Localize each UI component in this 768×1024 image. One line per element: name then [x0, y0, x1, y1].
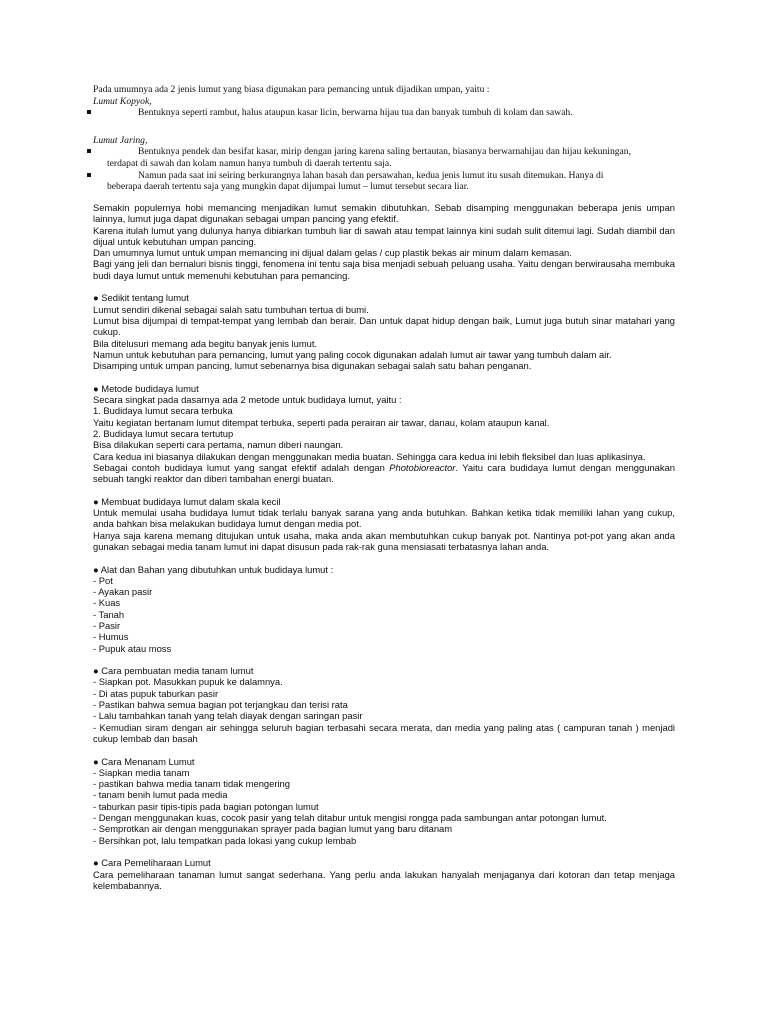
sec1-line3: Bila ditelusuri memang ada begitu banyak jenis lumut.	[93, 337, 318, 349]
sec2-line6: Cara kedua ini biasanya dilakukan dengan menggunakan media buatan. Sehingga cara kedua ini lebih fleksibel dan luas aplikasinya.	[93, 450, 646, 462]
list-item: - pastikan bahwa media tanam tidak mengering	[93, 778, 290, 790]
kopyok-bullet	[93, 107, 683, 119]
sec2-line7	[93, 462, 675, 485]
sec3-line1: Untuk memulai usaha budidaya lumut tidak terlalu banyak sarana yang anda butuhkan. Bahkan ketika tidak memiliki lahan yang cukup, anda bahkan bisa melakukan budidaya lumut dengan media pot.	[93, 507, 675, 530]
list-item: - Humus	[93, 631, 129, 643]
sec1-line4: Namun untuk kebutuhan para pemancing, lumut yang paling cocok digunakan adalah lumut air tawar yang tumbuh dalam air.	[93, 348, 612, 360]
list-item: - Dengan menggunakan kuas, cocok pasir yang telah ditabur untuk mengisi rongga pada sambungan antar potongan lumut.	[93, 812, 607, 824]
sec1-line5: Disamping untuk umpan pancing, lumut sebenarnya bisa digunakan sebagai salah satu bahan penganan.	[93, 360, 532, 372]
sec3-title: ● Membuat budidaya lumut dalam skala kecil	[93, 495, 281, 507]
jaring-desc-1b: terdapat di sawah dan kolam namun hanya tumbuh di daerah tertentu saja.	[107, 157, 392, 169]
list-item: - Pupuk atau moss	[93, 642, 172, 654]
bullet-square-icon	[87, 110, 91, 114]
list-item: - Di atas pupuk taburkan pasir	[93, 687, 219, 699]
sec2-line2: 1. Budidaya lumut secara terbuka	[93, 405, 233, 417]
jaring-title: Lumut Jaring,	[93, 134, 148, 146]
kopyok-title: Lumut Kopyok,	[93, 95, 152, 107]
list-item: - taburkan pasir tipis-tipis pada bagian potongan lumut	[93, 800, 319, 812]
sec6-title: ● Cara Menanam Lumut	[93, 755, 195, 767]
list-item: - Lalu tambahkan tanah yang telah diayak dengan saringan pasir	[93, 710, 363, 722]
bullet-square-icon	[87, 173, 91, 177]
list-item: - Pot	[93, 574, 113, 586]
kopyok-desc: Bentuknya seperti rambut, halus ataupun kasar licin, berwarna hijau tua dan banyak tumbuh di kolam dan sawah.	[138, 107, 573, 119]
photobioreactor-term: Photobioreactor	[389, 461, 456, 473]
sec2-line7-c: . Yaitu cara budidaya lumut dengan menggunakan sebuah tangki reaktor dan diberi tambahan energi buatan.	[93, 461, 675, 485]
list-item: - Pastikan bahwa semua bagian pot terjangkau dan terisi rata	[93, 699, 348, 711]
sec7-line1: Cara pemeliharaan tanaman lumut sangat sederhana. Yang perlu anda lakukan hanyalah menjaganya dari kotoran dan tetap menjaga kelembabannya.	[93, 868, 675, 891]
list-item: - Siapkan media tanam	[93, 766, 190, 778]
list-item: - Pasir	[93, 619, 121, 631]
sec1-line1: Lumut sendiri dikenal sebagai salah satu tumbuhan tertua di bumi.	[93, 303, 369, 315]
para1-line2: Karena itulah lumut yang dulunya hanya dibiarkan tumbuh liar di sawah atau tempat lainnya kini sudah sulit ditemui lagi. Sudah diambil dan dijual untuk kebutuhan umpan pancing.	[93, 224, 675, 247]
sec2-line7-a: Sebagai contoh budidaya lumut yang sangat efektif adalah dengan	[93, 461, 390, 473]
intro-block	[93, 84, 683, 193]
intro-text: Pada umumnya ada 2 jenis lumut yang biasa digunakan para pemancing untuk dijadikan umpan, yaitu :	[93, 84, 490, 95]
sec4-title: ● Alat dan Bahan yang dibutuhkan untuk budidaya lumut :	[93, 563, 334, 575]
sec2-title: ● Metode budidaya lumut	[93, 382, 199, 394]
list-item: - Semprotkan air dengan menggunakan sprayer pada bagian lumut yang baru ditanam	[93, 823, 453, 835]
list-item: - Bersihkan pot, lalu tempatkan pada lokasi yang cukup lembab	[93, 834, 357, 846]
sec3-line2: Hanya saja karena memang ditujukan untuk usaha, maka anda akan membutuhkan cukup banyak pot. Nantinya pot-pot yang akan anda gunakan sebagai media tanam lumut ini dapat disusun pada rak-rak guna mensiasati terbatasnya lahan anda.	[93, 529, 675, 552]
sec7-title: ● Cara Pemeliharaan Lumut	[93, 857, 211, 869]
list-item: - Ayakan pasir	[93, 586, 153, 598]
jaring-bullet-2	[93, 170, 683, 182]
jaring-desc-2: Namun pada saat ini seiring berkurangnya lahan basah dan persawahan, kedua jenis lumut itu susah ditemukan. Hanya di	[138, 169, 604, 181]
jaring-desc-2b: beberapa daerah tertentu saja yang mungkin dapat dijumpai lumut – lumut tersebut secara liar.	[107, 181, 469, 193]
bullet-square-icon	[87, 149, 91, 153]
jaring-desc-1: Bentuknya pendek dan besifat kasar, mirip dengan jaring karena saling bertautan, biasanya berwarnahijau dan hijau kekuningan,	[138, 146, 631, 158]
sec1-title: ● Sedikit tentang lumut	[93, 292, 189, 304]
list-item: - Tanah	[93, 608, 125, 620]
sec2-line3: Yaitu kegiatan bertanam lumut ditempat terbuka, seperti pada perairan air tawar, danau, kolam ataupun kanal.	[93, 416, 550, 428]
list-item: - tanam benih lumut pada media	[93, 789, 228, 801]
para1-line1: Semakin populernya hobi memancing menjadikan lumut semakin dibutuhkan. Sebab disamping menggunakan beberapa jenis umpan lainnya, lumut juga dapat digunakan sebagai umpan pancing yang efektif.	[93, 202, 675, 225]
jaring-bullet-1	[93, 146, 683, 158]
sec2-line1: Secara singkat pada dasarnya ada 2 metode untuk budidaya lumut, yaitu :	[93, 394, 402, 406]
list-item: - Siapkan pot. Masukkan pupuk ke dalamnya.	[93, 676, 283, 688]
main-article	[93, 202, 675, 891]
sec2-line4: 2. Budidaya lumut secara tertutup	[93, 427, 234, 439]
list-item: - Kuas	[93, 597, 121, 609]
sec1-line2: Lumut bisa dijumpai di tempat-tempat yang lembab dan berair. Dan untuk dapat hidup dengan baik, Lumut juga butuh sinar matahari yang cukup.	[93, 314, 675, 338]
sec5-title: ● Cara pembuatan media tanam lumut	[93, 665, 254, 677]
para1-line4: Bagi yang jeli dan bernaluri bisnis tinggi, fenomena ini tentu saja bisa menjadi sebuah peluang usaha. Yaitu dengan berwirausaha membuka budi daya lumut untuk memenuhi kebutuhan para pemancing.	[93, 258, 675, 281]
list-item: - Kemudian siram dengan air sehingga seluruh bagian terbasahi secara merata, dan media yang paling atas ( campuran tanah ) menjadi cukup lembab dan basah	[93, 721, 675, 744]
para1-line3: Dan umumnya lumut untuk umpan memancing ini dijual dalam gelas / cup plastik bekas air minum dalam kemasan.	[93, 247, 572, 259]
sec2-line5: Bisa dilakukan seperti cara pertama, namun diberi naungan.	[93, 439, 344, 451]
